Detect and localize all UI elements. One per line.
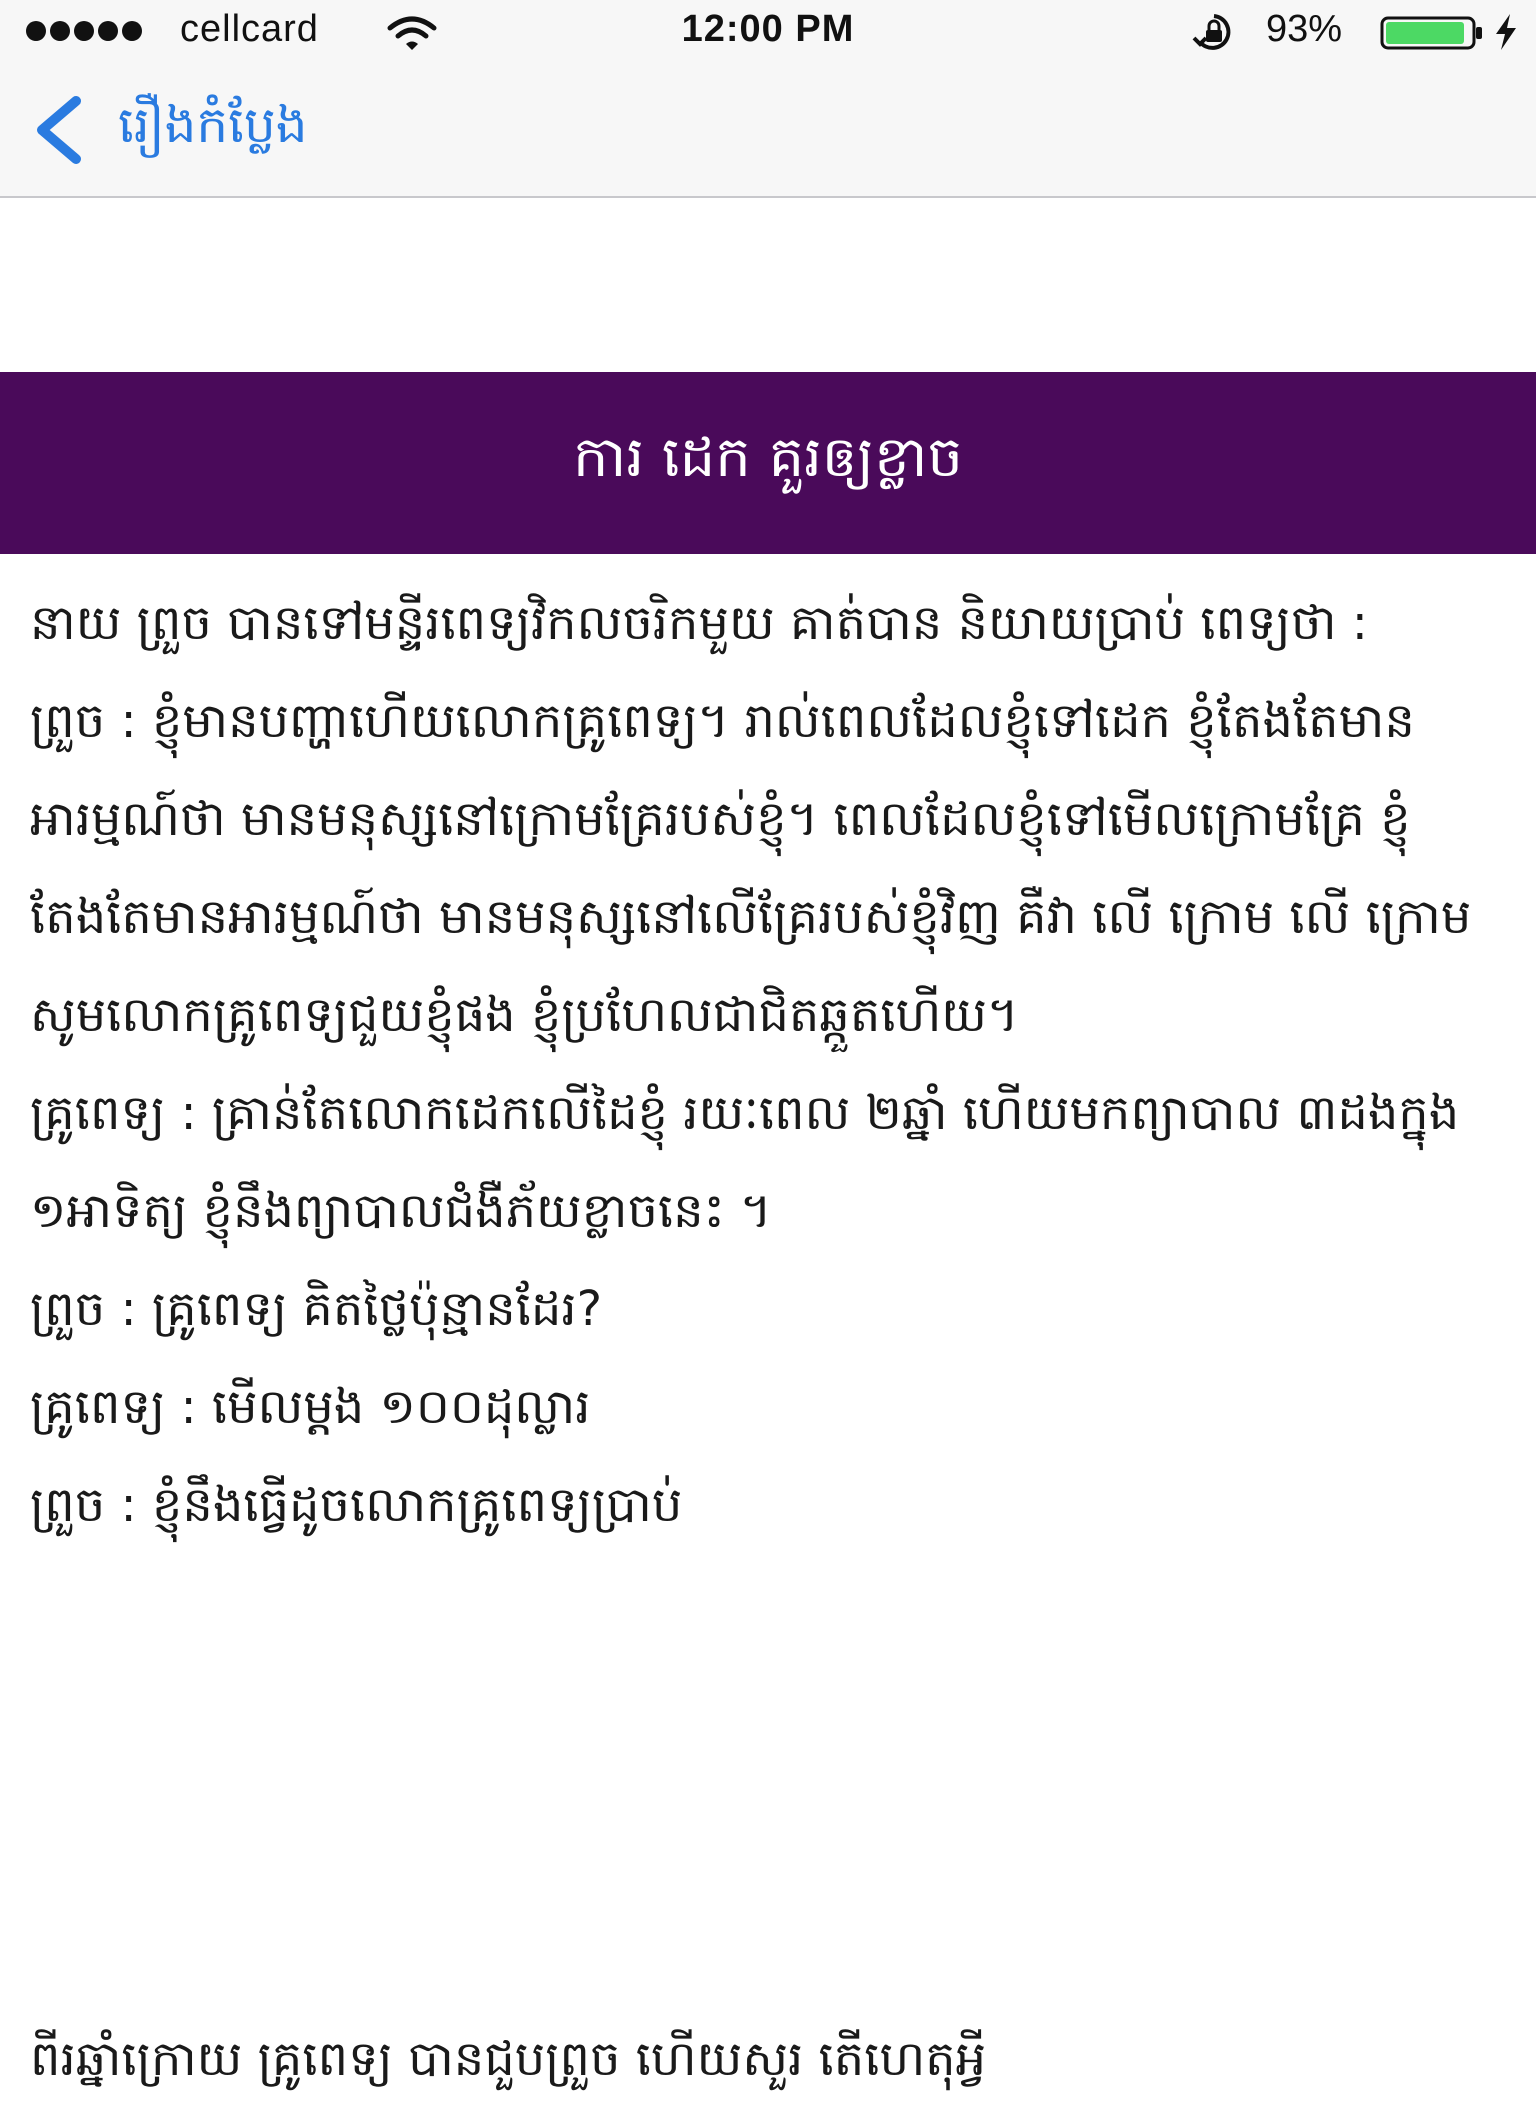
story-paragraph: ព្រួច : គ្រូពេទ្យ គិតថ្លៃប៉ុន្មានដែរ? — [30, 1281, 603, 1337]
navigation-bar — [0, 64, 1536, 198]
back-button[interactable] — [30, 90, 307, 170]
story-body — [30, 574, 1506, 1554]
battery-percentage: 93% — [1266, 8, 1343, 50]
chevron-left-icon — [30, 95, 88, 165]
story-title-banner — [0, 372, 1536, 554]
story-paragraph: ព្រួច : ខ្ញុំមានបញ្ហាហើយលោកគ្រូពេទ្យ។ រាល់ពេលដែលខ្ញុំទៅដេក ខ្ញុំតែងតែមានអារម្មណ៍ថា មានមនុស្សនៅក្រោមគ្រែរបស់ខ្ញុំ។ ពេលដែលខ្ញុំទៅមើលក្រោមគ្រែ ខ្ញុំតែងតែមានអារម្មណ៍ថា មានមនុស្សនៅលើគ្រែរបស់ខ្ញុំវិញ គឺវា លើ ក្រោម លើ ក្រោម សូមលោកគ្រូពេទ្យជួយខ្ញុំផង ខ្ញុំប្រហែលជាជិតឆ្កួតហើយ។ — [30, 693, 1472, 1043]
battery-icon — [1380, 16, 1484, 50]
story-paragraph: នាយ ព្រួច បានទៅមន្ទីរពេទ្យវិកលចរិកមួយ គាត់បាន និយាយប្រាប់ ពេទ្យថា : — [30, 595, 1368, 651]
back-button-label: រឿងកំប្លែង — [118, 95, 308, 154]
story-partial-line: ពីរឆ្នាំក្រោយ គ្រូពេទ្យ បានជួបព្រួច ហើយសួរ តើហេតុអ្វី — [30, 2031, 987, 2087]
carrier-name: cellcard — [180, 8, 319, 50]
story-paragraph: ព្រួច : ខ្ញុំនឹងធ្វើដូចលោកគ្រូពេទ្យប្រាប់ — [30, 1477, 683, 1533]
status-time: 12:00 PM — [681, 8, 855, 50]
orientation-lock-icon — [1190, 12, 1238, 52]
charging-bolt-icon — [1492, 12, 1520, 52]
story-paragraph: គ្រូពេទ្យ : គ្រាន់តែលោកដេកលើដៃខ្ញុំ រយៈពេល ២ឆ្នាំ ហើយមកព្យាបាល ៣ដងក្នុង ១អាទិត្យ ខ្ញុំនឹងព្យាបាលជំងឺភ័យខ្លាចនេះ ។ — [30, 1085, 1460, 1239]
status-bar — [0, 0, 1536, 64]
story-paragraph: គ្រូពេទ្យ : មើលម្តង ១០០ដុល្លារ — [30, 1379, 591, 1435]
story-title: ការ ដេក គួរឲ្យខ្លាច — [573, 425, 963, 490]
